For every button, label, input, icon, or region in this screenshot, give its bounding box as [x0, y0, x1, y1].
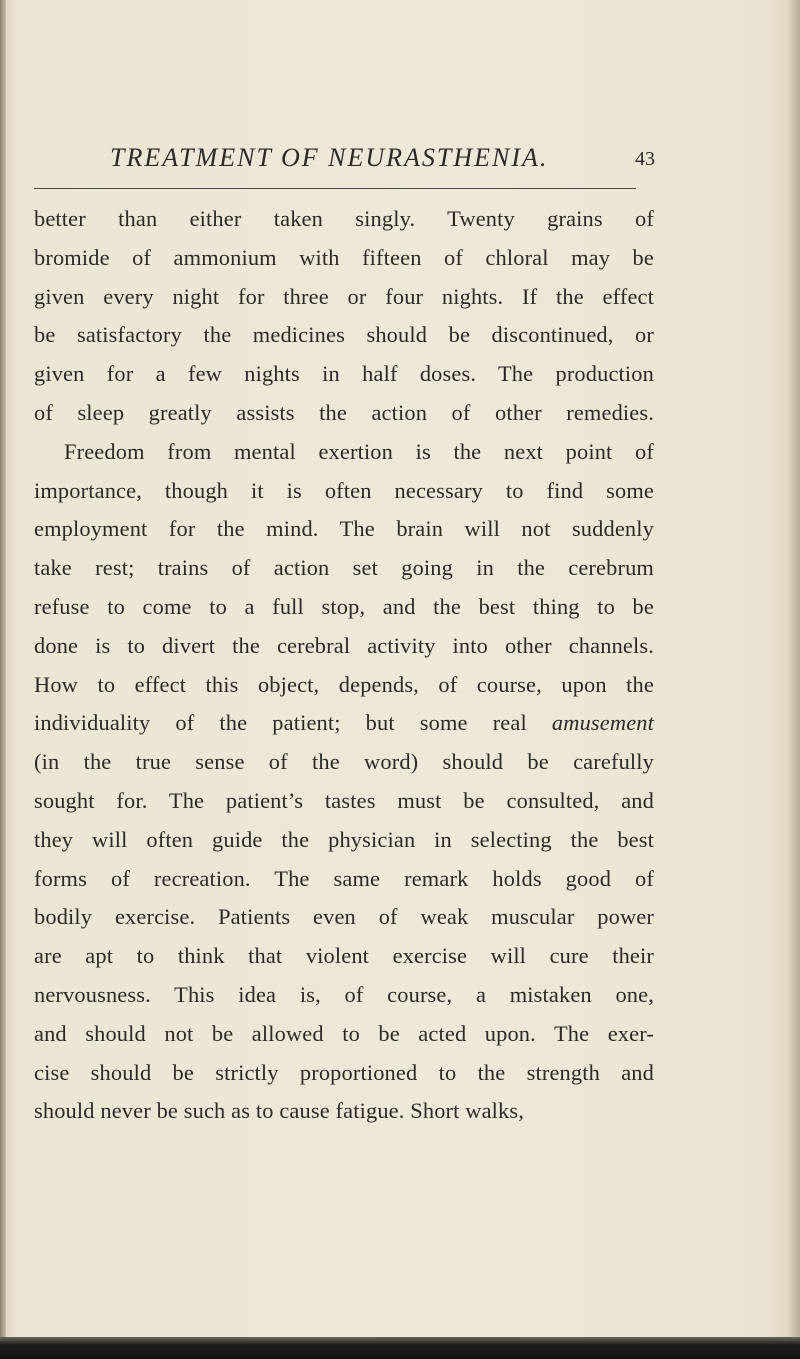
text-line: bodily exercise. Patients even of weak muscular power — [34, 904, 654, 930]
italic-emphasis: amusement — [551, 710, 654, 736]
text-line: are apt to think that violent exercise will cure their — [34, 943, 654, 969]
text-line: forms of recreation. The same remark holds good of — [34, 865, 654, 891]
paragraph-start-line: Freedom from mental exertion is the next point of — [64, 438, 654, 464]
page-number: 43 — [635, 148, 655, 170]
running-title: TREATMENT OF NEURASTHENIA. — [110, 143, 549, 172]
text-line: given for a few nights in half doses. The production — [34, 361, 654, 387]
text-line: of sleep greatly assists the action of other remedies. — [34, 399, 654, 425]
binding-gutter — [0, 0, 6, 1359]
text-line: cise should be strictly proportioned to the strength and — [34, 1059, 654, 1085]
text-line: bromide of ammonium with fifteen of chloral may be — [34, 244, 654, 270]
scan-bottom-edge — [0, 1337, 800, 1359]
text-line: they will often guide the physician in selecting the best — [34, 826, 654, 852]
text-line-with-italic — [34, 704, 654, 743]
text-line: How to effect this object, depends, of course, upon the — [34, 671, 654, 697]
text-line: importance, though it is often necessary to find some — [34, 477, 654, 503]
text-line: and should not be allowed to be acted upon. The exer- — [34, 1020, 654, 1046]
body-text — [34, 200, 654, 1131]
text-line: take rest; trains of action set going in the cerebrum — [34, 555, 654, 581]
text-line: employment for the mind. The brain will not suddenly — [34, 516, 654, 542]
text-line: nervousness. This idea is, of course, a mistaken one, — [34, 981, 654, 1007]
text-line: given every night for three or four nights. If the effect — [34, 283, 654, 309]
text-line: sought for. The patient’s tastes must be consulted, and — [34, 787, 654, 813]
text-line: be satisfactory the medicines should be discontinued, or — [34, 322, 654, 348]
text-line: done is to divert the cerebral activity into other channels. — [34, 632, 654, 658]
text-line: (in the true sense of the word) should be carefully — [34, 749, 654, 775]
text-segment: individuality of the patient; but some real — [34, 710, 527, 736]
page-edge — [786, 0, 800, 1359]
text-line: better than either taken singly. Twenty grains of — [34, 206, 654, 231]
header-rule — [34, 188, 636, 189]
text-line: should never be such as to cause fatigue. Short walks, — [34, 1098, 525, 1124]
text-line: refuse to come to a full stop, and the best thing to be — [34, 593, 654, 619]
